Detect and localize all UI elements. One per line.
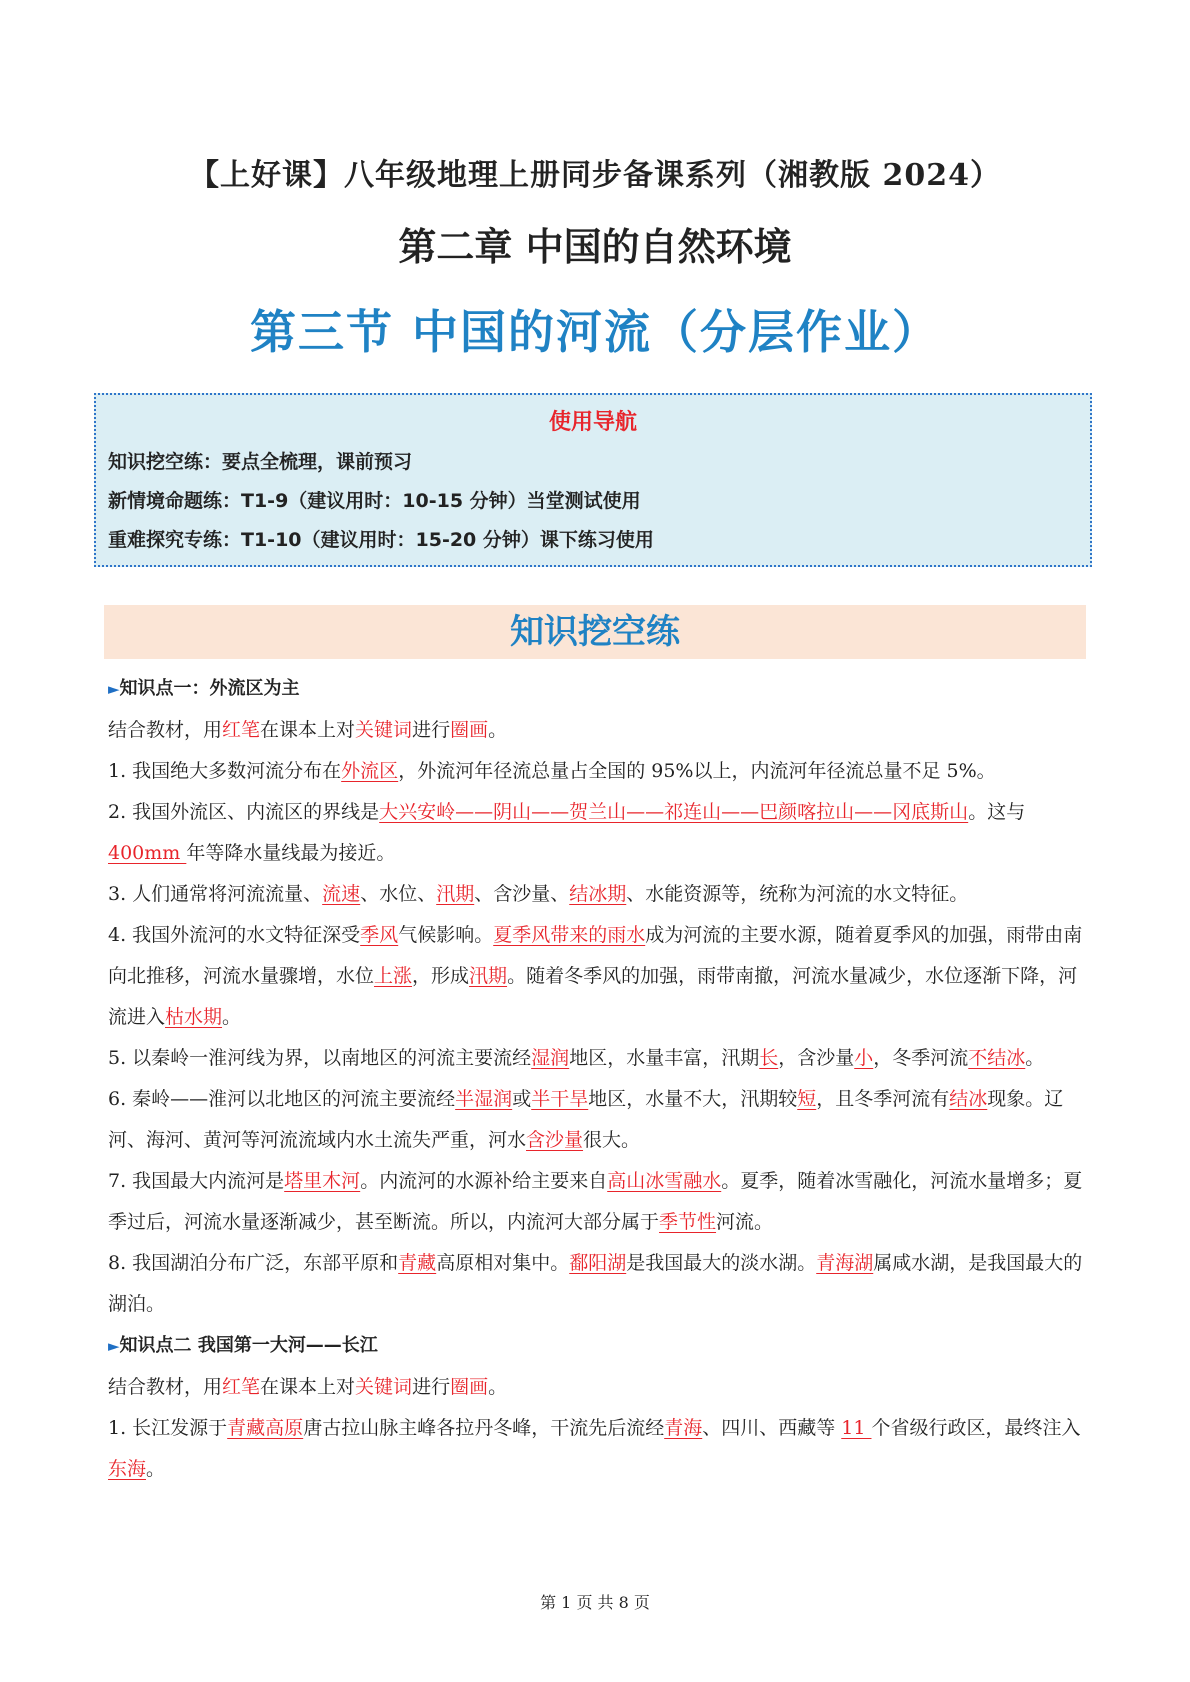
navigation-item: 新情境命题练：T1-9（建议用时：10-15 分钟）当堂测试使用: [108, 490, 641, 512]
navigation-item: 知识挖空练：要点全梳理，课前预习: [108, 451, 413, 473]
knowledge-point-title: 知识点二 我国第一大河——长江: [119, 1335, 378, 1356]
item-text: 。: [222, 1006, 242, 1028]
item-text: 。内流河的水源补给主要来自: [360, 1170, 608, 1192]
answer-blank: 半干旱: [531, 1088, 589, 1110]
item-text: 河流。: [716, 1211, 774, 1233]
answer-blank: 青藏高原: [227, 1417, 304, 1439]
triangle-marker-icon: ►: [108, 1337, 120, 1355]
answer-blank: 不结冰: [968, 1047, 1026, 1069]
item-text: 、含沙量、: [474, 883, 570, 905]
highlighted-keyword: 红笔: [222, 719, 261, 741]
answer-blank: 夏季风带来的雨水: [493, 924, 646, 946]
answer-blank: 400mm: [108, 842, 187, 864]
usage-navigation-box: [94, 393, 1092, 567]
practice-heading-bar: [104, 605, 1086, 659]
answer-blank: 湿润: [531, 1047, 570, 1069]
highlighted-keyword: 关键词: [355, 1376, 413, 1398]
answer-blank: 含沙量: [526, 1129, 584, 1151]
answer-blank: 长: [759, 1047, 779, 1069]
knowledge-item: [108, 874, 1086, 915]
practice-content: [108, 668, 1086, 1490]
item-text: 3. 人们通常将河流流量、: [108, 883, 323, 905]
answer-blank: 青海: [664, 1417, 703, 1439]
item-text: ，含沙量: [778, 1047, 855, 1069]
item-text: 是我国最大的淡水湖。: [626, 1252, 817, 1274]
answer-blank: 鄱阳湖: [569, 1252, 627, 1274]
item-text: 7. 我国最大内流河是: [108, 1170, 285, 1192]
knowledge-item: [108, 751, 1086, 792]
knowledge-item: [108, 1079, 1086, 1161]
item-text: 年等降水量线最为接近。: [186, 842, 396, 864]
answer-blank: 汛期: [469, 965, 508, 987]
answer-blank: 结冰期: [569, 883, 627, 905]
triangle-marker-icon: ►: [108, 680, 120, 698]
item-text: 气候影响。: [398, 924, 494, 946]
highlighted-keyword: 红笔: [222, 1376, 261, 1398]
item-text: 很大。: [583, 1129, 641, 1151]
item-text: 进行: [412, 1376, 451, 1398]
item-text: 、水能资源等，统称为河流的水文特征。: [626, 883, 969, 905]
knowledge-item: [108, 792, 1086, 874]
answer-blank: 短: [797, 1088, 817, 1110]
instruction-line: [108, 710, 1086, 751]
highlighted-keyword: 关键词: [355, 719, 413, 741]
answer-blank: 塔里木河: [284, 1170, 361, 1192]
knowledge-item: [108, 1243, 1086, 1325]
highlighted-keyword: 圈画: [450, 719, 489, 741]
item-text: 2. 我国外流区、内流区的界线是: [108, 801, 380, 823]
knowledge-item: [108, 1038, 1086, 1079]
item-text: 5. 以秦岭一淮河线为界，以南地区的河流主要流经: [108, 1047, 532, 1069]
practice-heading: 知识挖空练: [510, 612, 680, 652]
answer-blank: 青藏: [398, 1252, 437, 1274]
item-text: 。随着冬季风的加强，雨带南撤，河流水量减少，水位逐渐下降，河流进入: [108, 965, 1078, 1028]
answer-blank: 小: [854, 1047, 874, 1069]
answer-blank: 外流区: [341, 760, 399, 782]
item-text: 在课本上对: [260, 1376, 356, 1398]
section-title: 第三节 中国的河流（分层作业）: [249, 305, 940, 359]
answer-blank: 11: [841, 1417, 872, 1439]
answer-blank: 高山冰雪融水: [607, 1170, 722, 1192]
answer-blank: 大兴安岭——阴山——贺兰山——祁连山——巴颜喀拉山——冈底斯山: [379, 801, 969, 823]
item-text: 结合教材，用: [108, 719, 223, 741]
item-text: 。: [488, 719, 508, 741]
item-text: 或: [512, 1088, 532, 1110]
answer-blank: 季节性: [659, 1211, 717, 1233]
item-text: 。: [1025, 1047, 1045, 1069]
item-text: 成为河流的主要水源，随着夏季风的加强，雨带由南向北推移，河流水量骤增，水位: [108, 924, 1083, 987]
item-text: 。: [488, 1376, 508, 1398]
item-text: 、水位、: [360, 883, 437, 905]
item-text: 。这与: [968, 801, 1026, 823]
instruction-line: [108, 1367, 1086, 1408]
series-title: 【上好课】八年级地理上册同步备课系列（湘教版 2024）: [189, 158, 1001, 193]
item-text: 1. 长江发源于: [108, 1417, 228, 1439]
answer-blank: 枯水期: [165, 1006, 223, 1028]
item-text: 现象。辽河、海河、黄河等河流流域内水土流失严重，河水: [108, 1088, 1064, 1151]
item-text: ，且冬季河流有: [816, 1088, 950, 1110]
item-text: 属咸水湖，是我国最大的湖泊。: [108, 1252, 1083, 1315]
item-text: 地区，水量丰富，汛期: [569, 1047, 760, 1069]
navigation-item: 重难探究专练：T1-10（建议用时：15-20 分钟）课下练习使用: [108, 529, 654, 551]
answer-blank: 结冰: [949, 1088, 988, 1110]
item-text: 8. 我国湖泊分布广泛，东部平原和: [108, 1252, 399, 1274]
knowledge-item: [108, 915, 1086, 1038]
item-text: 4. 我国外流河的水文特征深受: [108, 924, 361, 946]
answer-blank: 汛期: [436, 883, 475, 905]
item-text: 6. 秦岭——淮河以北地区的河流主要流经: [108, 1088, 456, 1110]
navigation-title: 使用导航: [548, 410, 637, 435]
page-footer: 第 1 页 共 8 页: [540, 1593, 650, 1612]
item-text: 。: [146, 1458, 166, 1480]
item-text: 进行: [412, 719, 451, 741]
item-text: 、四川、西藏等: [702, 1417, 842, 1439]
item-text: ，外流河年径流总量占全国的 95%以上，内流河年径流总量不足 5%。: [398, 760, 996, 782]
highlighted-keyword: 圈画: [450, 1376, 489, 1398]
item-text: 个省级行政区，最终注入: [871, 1417, 1081, 1439]
item-text: 地区，水量不大，汛期较: [588, 1088, 798, 1110]
item-text: 结合教材，用: [108, 1376, 223, 1398]
answer-blank: 上涨: [374, 965, 413, 987]
item-text: 。夏季，随着冰雪融化，河流水量增多；夏季过后，河流水量逐渐减少，甚至断流。所以，内流河大部分属于: [108, 1170, 1083, 1233]
knowledge-item: [108, 1161, 1086, 1243]
answer-blank: 东海: [108, 1458, 147, 1480]
item-text: 1. 我国绝大多数河流分布在: [108, 760, 342, 782]
answer-blank: 青海湖: [816, 1252, 874, 1274]
chapter-title: 第二章 中国的自然环境: [398, 225, 792, 269]
item-text: ，冬季河流: [873, 1047, 969, 1069]
item-text: 高原相对集中。: [436, 1252, 570, 1274]
knowledge-point-1-heading: [108, 668, 1086, 710]
answer-blank: 季风: [360, 924, 399, 946]
answer-blank: 半湿润: [455, 1088, 513, 1110]
item-text: 在课本上对: [260, 719, 356, 741]
answer-blank: 流速: [322, 883, 361, 905]
knowledge-point-2-heading: [108, 1325, 1086, 1367]
item-text: ，形成: [412, 965, 470, 987]
knowledge-point-title: 知识点一：外流区为主: [119, 678, 300, 699]
item-text: 唐古拉山脉主峰各拉丹冬峰，干流先后流经: [303, 1417, 665, 1439]
knowledge-item: [108, 1408, 1086, 1490]
